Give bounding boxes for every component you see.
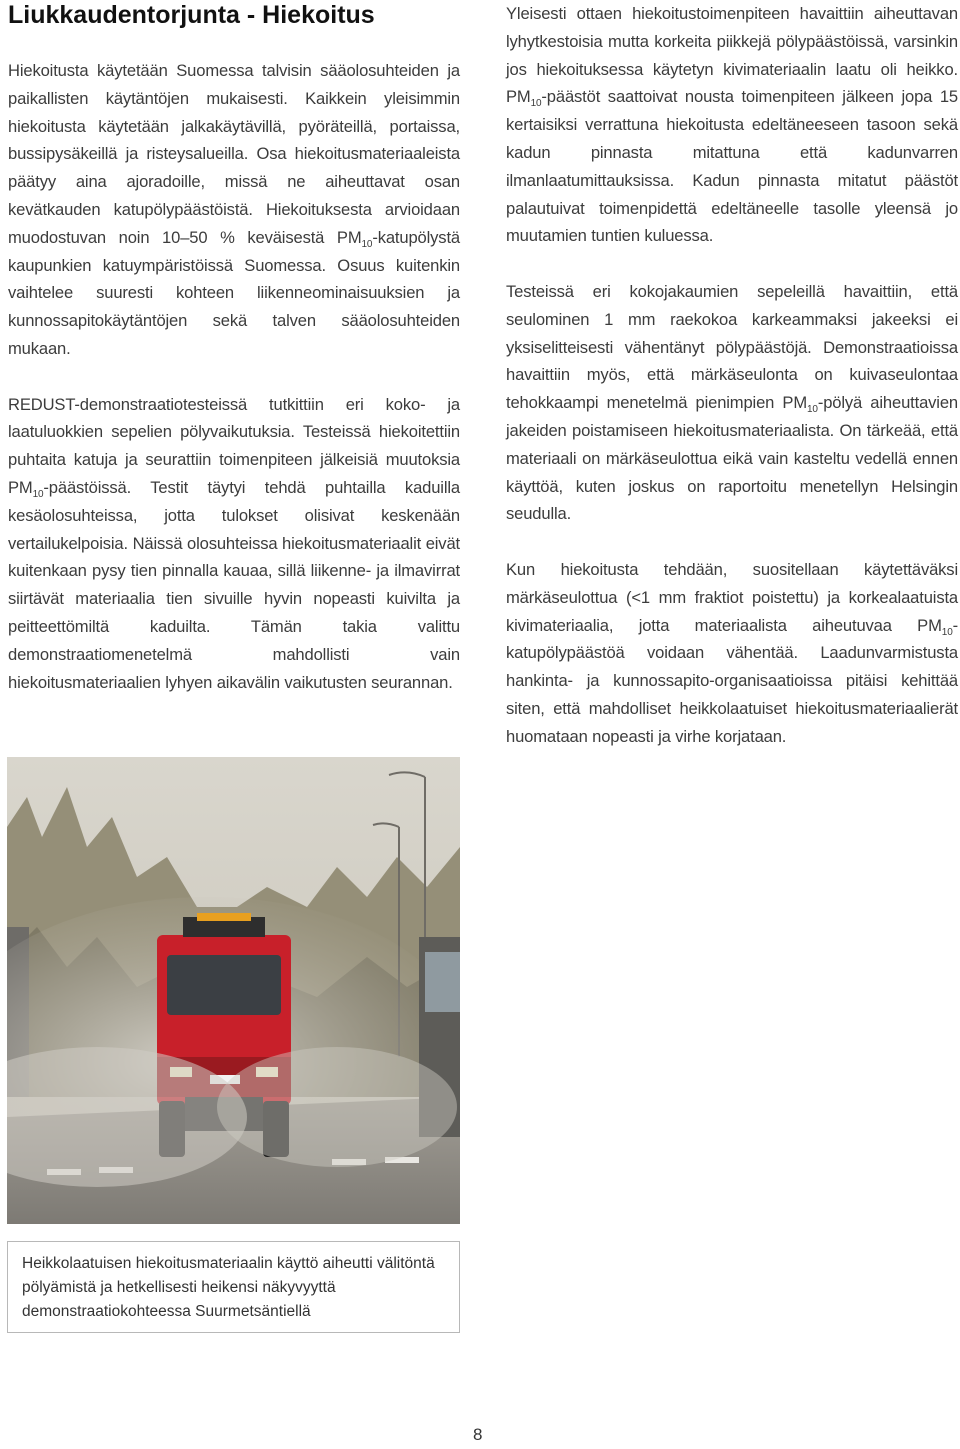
paragraph-text: -katupölystä kaupunkien katuympäristöissä Suomessa. Osuus kuitenkin vaihtelee suuresti kohteen liikenneominaisuuksien ja kunnossapitokäytäntöjen sekä talven sääolosuhteiden mukaan. <box>8 227 460 358</box>
paragraph-text: Testeissä eri kokojakaumien sepeleillä havaittiin, että seulominen 1 mm raekokoa karkeammaksi jakeeksi ei yksiselitteisesti vähentänyt pölypäästöjä. Demonstraatioissa havaittiin myös, että märkäseulonta on kuivaseulontaa tehokkaampi menetelmä pienimpien PM <box>506 281 958 413</box>
paragraph <box>506 556 958 751</box>
paragraph <box>8 57 460 363</box>
page-number-footer <box>0 1425 960 1449</box>
page-title: Liukkaudentorjunta - Hiekoitus <box>8 1 375 29</box>
paragraph-text: -pölyä aiheuttavien jakeiden poistamiseen hiekoitusmateriaalista. On tärkeää, että materiaali on märkäseulottua eikä vain kasteltu vedellä ennen käyttöä, kuten joskus on raportoitu menetellyn Helsingin seudulla. <box>506 393 958 524</box>
paragraph-text: Kun hiekoitusta tehdään, suositellaan käytettäväksi märkäseulottua (<1 mm fraktiot poistettu) ja korkealaatuista kivimateriaalia, jotta materiaalista aiheutuvaa PM <box>506 559 958 635</box>
subscript: 10 <box>941 626 953 638</box>
paragraph-text: -päästöissä. Testit täytyi tehdä puhtailla kaduilla kesäolosuhteissa, jotta tulokset olisivat keskenään vertailukelpoisia. Näissä olosuhteissa hiekoitusmateriaalit eivät kuitenkaan pysy tien pinnalla kauaa, sillä liikenne- ja ilmavirrat siirtävät materiaalia tien sivuille hyvin nopeasti kuivilta ja peitteettömiltä kaduilta. Tämän takia valittu demonstraatiomenetelmä mahdollisti vain hiekoitusmateriaalien lyhyen aikavälin vaikutusten seurannan. <box>8 477 460 692</box>
sanding-truck-photo <box>7 757 460 1224</box>
left-text-column <box>8 57 460 724</box>
paragraph-text: Yleisesti ottaen hiekoitustoimenpiteen havaittiin aiheuttavan lyhytkestoisia mutta korkeita piikkejä pölypäästöissä, varsinkin jos hiekoituksessa käytetyn kivimateriaalin laatu oli heikko. PM <box>506 4 958 107</box>
paragraph-text: Hiekoitusta käytetään Suomessa talvisin sääolosuhteiden ja paikallisten käytäntöjen mukaisesti. Kaikkein yleisimmin hiekoitusta käytetään jalkakäytävillä, pyöräteillä, portaissa, bussipysäkeillä ja risteysalueilla. Osa hiekoitusmateriaaleista päätyy aina ajoradoille, missä ne aiheuttavat osan kevätkauden katupölypäästöistä. Hiekoituksesta arvioidaan muodostuvan noin 10–50 % keväisestä PM <box>8 61 460 247</box>
subscript: 10 <box>32 488 44 500</box>
subscript: 10 <box>361 238 373 250</box>
paragraph <box>8 391 460 697</box>
subscript: 10 <box>807 404 818 416</box>
paragraph <box>506 278 958 528</box>
photo-illustration <box>7 757 460 1224</box>
page-number: 8 <box>473 1425 483 1444</box>
photo-caption: Heikkolaatuisen hiekoitusmateriaalin käyttö aiheutti välitöntä pölyämistä ja hetkellisesti heikensi näkyvyyttä demonstraatiokohteessa Suurmetsäntiellä <box>7 1241 460 1333</box>
paragraph <box>506 0 958 250</box>
paragraph-text: -päästöt saattoivat nousta toimenpiteen jälkeen jopa 15 kertaisiksi verrattuna hiekoitusta edeltäneeseen tasoon sekä kadun pinnasta mitattuna että kadunvarren ilmanlaatumittauksissa. Kadun pinnasta mitatut päästöt palautuivat toimenpidettä edeltäneelle tasolle yleensä jo muutamien tuntien kuluessa. <box>506 87 958 246</box>
paragraph-text: -katupölypäästöä voidaan vähentää. Laadunvarmistusta hankinta- ja kunnossapito-organisaatioissa pitäisi kehittää siten, että mahdolliset heikkolaatuiset hiekoitusmateriaalierät huomataan nopeasti ja virhe korjataan. <box>506 615 958 746</box>
right-text-column <box>506 0 958 778</box>
paragraph-text: REDUST-demonstraatiotesteissä tutkittiin eri koko- ja laatuluokkien sepelien pölyvaikutuksia. Testeissä hiekoitettiin puhtaita katuja ja seurattiin toimenpiteen jälkeisiä muutoksia PM <box>8 394 460 497</box>
subscript: 10 <box>530 98 542 110</box>
